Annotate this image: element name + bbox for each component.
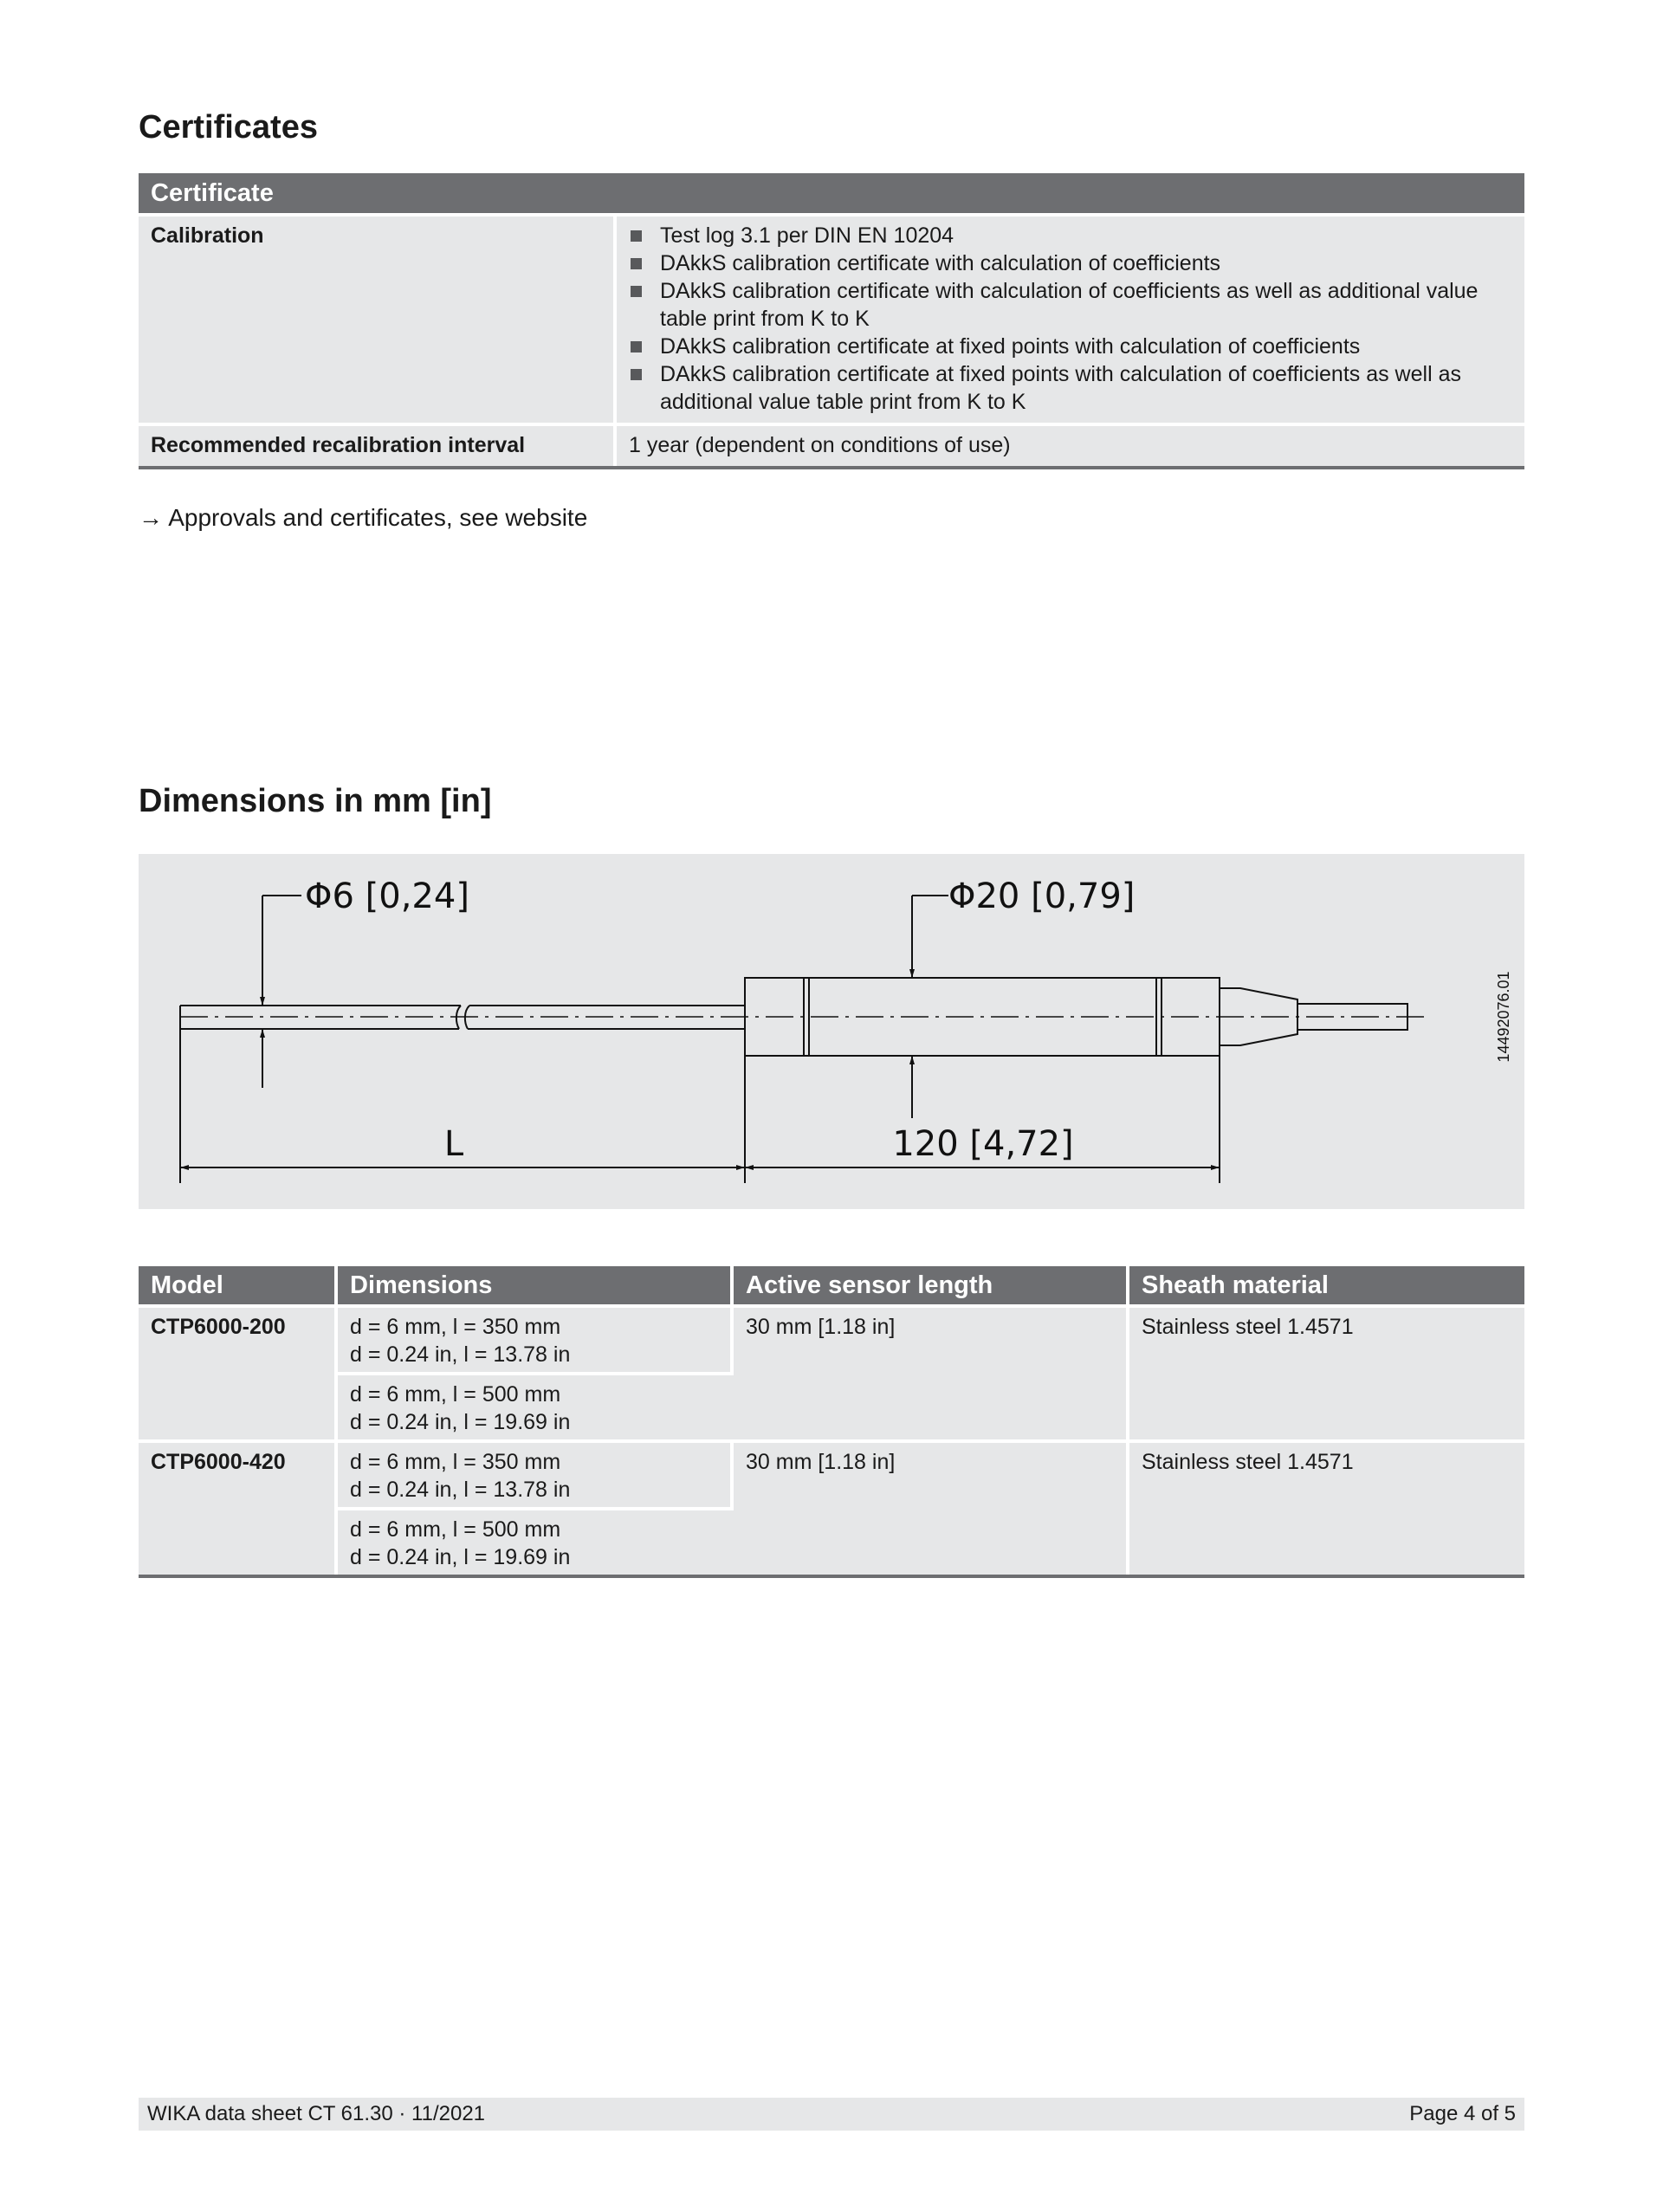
recalibration-label: Recommended recalibration interval	[139, 424, 615, 468]
recalibration-value: 1 year (dependent on conditions of use)	[615, 424, 1524, 468]
table-row	[139, 215, 1524, 424]
approvals-note: → Approvals and certificates, see website	[139, 504, 588, 531]
dim-120-label: 120 [4,72]	[892, 1124, 1074, 1164]
dimension-drawing	[139, 854, 1524, 1209]
list-item: DAkkS calibration certificate with calculation of coefficients	[629, 249, 1512, 277]
dim-small-leader	[262, 896, 301, 1006]
dim-L-label: L	[443, 1124, 464, 1164]
table-row	[139, 424, 1524, 468]
sheath-cell: Stainless steel 1.4571	[1128, 1441, 1524, 1576]
dim-large-label: Φ20 [0,79]	[948, 876, 1136, 916]
footer-page-number: Page 4 of 5	[1409, 2102, 1516, 2125]
column-header-dimensions: Dimensions	[336, 1266, 732, 1306]
list-item: DAkkS calibration certificate at fixed points with calculation of coefficients	[629, 333, 1512, 360]
calibration-label: Calibration	[139, 215, 615, 424]
models-table	[139, 1266, 1524, 1578]
list-item: DAkkS calibration certificate at fixed points with calculation of coefficients as well as additional value table print from K to K	[629, 360, 1512, 416]
dimensions-cell: d = 6 mm, l = 500 mm d = 0.24 in, l = 19.69 in	[336, 1509, 732, 1576]
active-length-cell: 30 mm [1.18 in]	[732, 1441, 1128, 1576]
dimensions-cell: d = 6 mm, l = 350 mm d = 0.24 in, l = 13.78 in	[336, 1441, 732, 1509]
bullet-square-icon	[631, 258, 642, 269]
list-item: Test log 3.1 per DIN EN 10204	[629, 222, 1512, 249]
column-header-sheath: Sheath material	[1128, 1266, 1524, 1306]
bullet-square-icon	[631, 230, 642, 242]
active-length-cell: 30 mm [1.18 in]	[732, 1306, 1128, 1441]
dimensions-cell: d = 6 mm, l = 500 mm d = 0.24 in, l = 19.69 in	[336, 1374, 732, 1441]
model-cell: CTP6000-200	[139, 1306, 336, 1441]
probe-drawing-svg	[139, 854, 1524, 1209]
calibration-options	[615, 215, 1524, 424]
footer-document-id: WIKA data sheet CT 61.30 · 11/2021	[147, 2102, 486, 2125]
dimensions-heading: Dimensions in mm [in]	[139, 783, 492, 819]
model-cell: CTP6000-420	[139, 1441, 336, 1576]
list-item: DAkkS calibration certificate with calculation of coefficients as well as additional value table print from K to K	[629, 277, 1512, 333]
table-row	[139, 1306, 1524, 1374]
dim-large-leader	[912, 896, 948, 978]
table-row	[139, 1441, 1524, 1509]
bullet-square-icon	[631, 369, 642, 380]
certificates-heading: Certificates	[139, 109, 318, 146]
column-header-model: Model	[139, 1266, 336, 1306]
dim-small-label: Φ6 [0,24]	[305, 876, 469, 916]
certificate-table-header: Certificate	[139, 173, 1524, 215]
column-header-active-length: Active sensor length	[732, 1266, 1128, 1306]
sheath-cell: Stainless steel 1.4571	[1128, 1306, 1524, 1441]
certificate-table	[139, 173, 1524, 469]
page-footer	[139, 2098, 1524, 2131]
dimensions-cell: d = 6 mm, l = 350 mm d = 0.24 in, l = 13.78 in	[336, 1306, 732, 1374]
drawing-id: 14492076.01	[1495, 971, 1512, 1063]
bullet-square-icon	[631, 286, 642, 297]
bullet-square-icon	[631, 341, 642, 352]
